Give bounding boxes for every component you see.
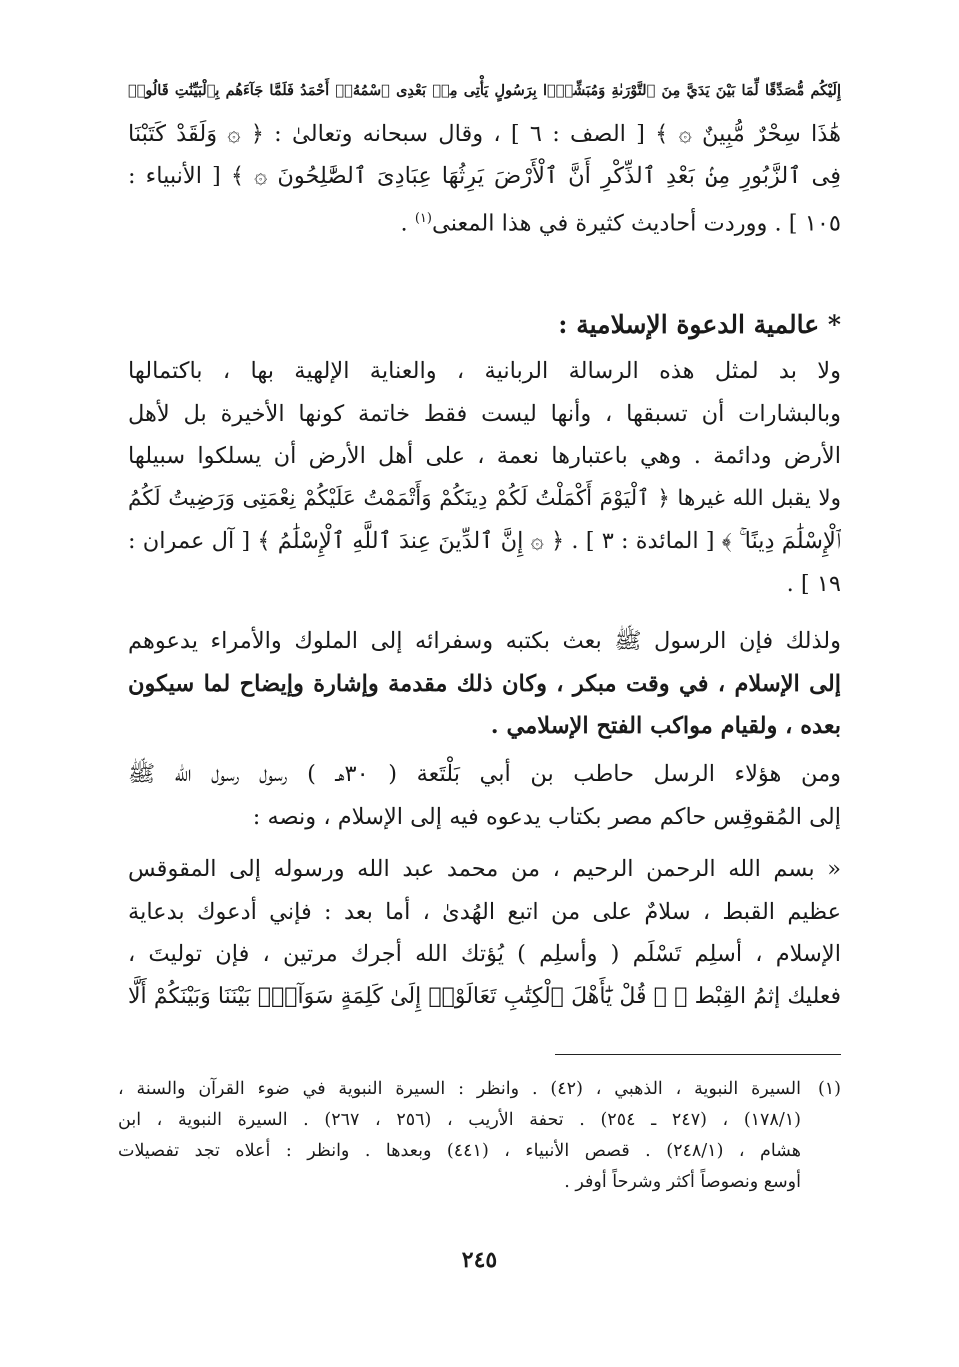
text-line: هَٰذَا سِحْرٌ مُّبِينٌ ۞ ﴾ [ الصف : ٦ ] ، وقال سبحانه وتعالىٰ : ﴿ ۞ وَلَقَدْ كَتَبْنَا bbox=[128, 120, 841, 147]
text-line: الإسلام ، أسلِم تَسْلَم ( وأسلِم ) يُؤتك الله أجرك مرتين ، فإن توليتَ ، bbox=[128, 941, 841, 967]
footnote-line: أوسع ونصوصاً أكثر وشرحاً أوفر . bbox=[564, 1172, 801, 1192]
text-fragment: السيرة النبوية ، الذهبي ، (٤٢) . وانظر : السيرة النبوية في ضوء القرآن والسنة ، bbox=[118, 1079, 801, 1099]
footnote-line: هشام ، (٢٤٨/١) . قصص الأنبياء ، (٤٤١) وبعدها . وانظر : أعلاه تجد تفصيلات bbox=[118, 1141, 802, 1161]
text-line: إِلَيْكُم مُّصَدِّقًا لِّمَا بَيْنَ يَدَيَّ مِنَ ٱلتَّوْرَىٰةِ وَمُبَشِّرًۢا بِرَسُولٍ يَأْتِى مِنۢ بَعْدِى ٱسْمُهُۥٓ أَحْمَدُ فَلَمَّا جَآءَهُم بِٱلْبَيِّنَٰتِ قَالُوا۟ bbox=[128, 82, 841, 99]
paragraph bbox=[128, 848, 841, 1018]
text-line: ٱلْإِسْلَٰمَ دِينًا ۚ ﴾ [ المائدة : ٣ ] . ﴿ ۞ إِنَّ ٱلدِّينَ عِندَ ٱللَّهِ ٱلْإِسْلَٰمُ ﴾ [ آل عمران : bbox=[128, 528, 841, 554]
text-line: ١٩ ] . bbox=[786, 570, 841, 597]
text-line bbox=[128, 198, 841, 245]
text-line: فعليك إثمُ القِبْط ﴿ ۞ قُلْ يَٰٓأَهْلَ ٱلْكِتَٰبِ تَعَالَوْا۟ إِلَىٰ كَلِمَةٍ سَوَآءٍۭ بَيْنَنَا وَبَيْنَكُمْ أَلَّا bbox=[128, 983, 841, 1009]
text-line: ولا بد لمثل هذه الرسالة الربانية ، والعناية الإلهية بها ، باكتمالها bbox=[128, 358, 841, 384]
page-number: ٢٤٥ bbox=[461, 1247, 498, 1273]
paragraph bbox=[128, 350, 841, 605]
footnote-line bbox=[118, 1074, 841, 1105]
text-line: وبالبشارات أن تسبقها ، وأنها ليست فقط خاتمة كونها الأخيرة بل لأهل bbox=[128, 400, 841, 427]
text-line: الأرض ودائمة . وهي باعتبارها نعمة ، على أهل الأرض أن يسلكوا سبيلها bbox=[128, 443, 841, 469]
text-line: فِى ٱلزَّبُورِ مِنۢ بَعْدِ ٱلذِّكْرِ أَنَّ ٱلْأَرْضَ يَرِثُهَا عِبَادِىَ ٱلصَّٰلِحُونَ ۞ ﴾ [ الأنبياء : bbox=[128, 163, 841, 189]
text-line: ولذلك فإن الرسول ﷺ بعث بكتبه وسفرائه إلى الملوك والأمراء يدعوهم bbox=[128, 628, 841, 654]
text-line: ولا يقبل الله غيرها ﴿ ٱلْيَوْمَ أَكْمَلْتُ لَكُمْ دِينَكُمْ وَأَتْمَمْتُ عَلَيْكُمْ نِعْمَتِى وَرَضِيتُ لَكُمُ bbox=[128, 485, 841, 511]
footnote-line: (١٧٨/١) ، (٢٤٧ ـ ٢٥٤) . تحفة الأريب ، (٢٥٦ ، ٢٦٧) . السيرة النبوية ، ابن bbox=[118, 1110, 801, 1130]
paragraph bbox=[128, 620, 841, 748]
text-fragment: . bbox=[400, 210, 415, 236]
text-fragment: ١٠٥ ] . ووردت أحاديث كثيرة في هذا المعنى bbox=[431, 210, 841, 236]
footnote-marker: (١) bbox=[414, 210, 432, 226]
footnote-separator bbox=[555, 1054, 841, 1055]
paragraph bbox=[128, 753, 841, 838]
text-line: « بسم الله الرحمن الرحيم ، من محمد عبد الله ورسوله إلى المقوقس bbox=[128, 856, 841, 882]
text-line: بعده ، ولقيام مواكب الفتح الإسلامي . bbox=[490, 713, 841, 739]
text-line: عظيم القبط ، سلامٌ على من اتبع الهُدىٰ ، أما بعد : فإني أدعوك بدعاية bbox=[128, 898, 841, 925]
text-line: ومن هؤلاء الرسل حاطب بن أبي بَلْتَعة ( ٣٠هـ ) رسول رسول الله ﷺ bbox=[128, 761, 841, 787]
text-line: إلى الإسلام ، في وقت مبكر ، وكان ذلك مقدمة وإشارة وإيضاح لما سيكون bbox=[128, 670, 841, 697]
footnote-number: (١) bbox=[817, 1079, 841, 1099]
footnotes bbox=[118, 1074, 841, 1198]
quran-continuation bbox=[128, 70, 841, 245]
section-heading: * عالمية الدعوة الإسلامية : bbox=[558, 310, 841, 339]
text-line: إلى المُقوقِس حاكم مصر بكتاب يدعوه فيه إلى الإسلام ، ونصه : bbox=[252, 803, 841, 830]
